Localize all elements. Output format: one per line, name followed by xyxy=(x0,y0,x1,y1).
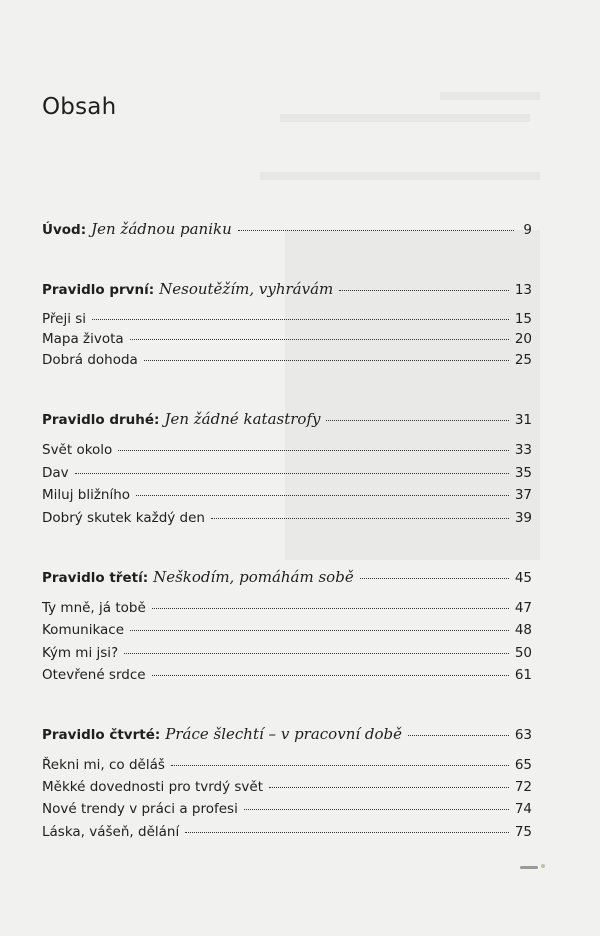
show-through-text xyxy=(280,114,530,122)
toc-item[interactable] xyxy=(42,600,532,620)
page-number: 65 xyxy=(514,757,532,773)
leader-dots xyxy=(75,472,509,474)
page-number: 47 xyxy=(514,600,532,616)
page-number: 61 xyxy=(514,667,532,683)
toc-item[interactable] xyxy=(42,622,532,642)
toc-item[interactable] xyxy=(42,352,532,372)
page-number: 13 xyxy=(514,282,532,298)
page-number: 37 xyxy=(514,487,532,503)
page-number: 48 xyxy=(514,622,532,638)
page-title: Obsah xyxy=(42,94,117,120)
page-number: 25 xyxy=(514,352,532,368)
toc-section-intro[interactable] xyxy=(42,220,532,240)
page-number: 50 xyxy=(514,645,532,661)
toc-item[interactable] xyxy=(42,442,532,462)
leader-dots xyxy=(238,229,514,231)
page-number: 72 xyxy=(514,779,532,795)
toc-section-label: Pravidlo třetí: Neškodím, pomáhám sobě xyxy=(42,568,354,586)
page-number: 45 xyxy=(514,570,532,586)
toc-section-label: Pravidlo čtvrté: Práce šlechtí – v pracovní době xyxy=(42,725,403,743)
toc-section-rule-3[interactable] xyxy=(42,568,532,588)
toc-section-label: Pravidlo první: Nesoutěžím, vyhrávám xyxy=(42,280,334,298)
toc-section-rule-2[interactable] xyxy=(42,410,532,430)
page-number: 33 xyxy=(514,442,532,458)
page-number: 15 xyxy=(514,311,532,327)
toc-section-rule-1[interactable] xyxy=(42,280,532,300)
toc-section-label: Pravidlo druhé: Jen žádné katastrofy xyxy=(42,410,321,428)
toc-item-label: Komunikace xyxy=(42,622,125,638)
page-number: 35 xyxy=(514,465,532,481)
leader-dots xyxy=(339,289,509,291)
leader-dots xyxy=(130,338,509,340)
toc-section-rule-4[interactable] xyxy=(42,725,532,745)
toc-item[interactable] xyxy=(42,331,532,351)
toc-item-label: Dav xyxy=(42,465,69,481)
page-mark-decoration xyxy=(541,864,545,868)
toc-item-label: Přeji si xyxy=(42,311,87,327)
toc-item-label: Dobrý skutek každý den xyxy=(42,510,205,526)
leader-dots xyxy=(244,808,509,810)
toc-item-label: Měkké dovednosti pro tvrdý svět xyxy=(42,779,264,795)
leader-dots xyxy=(211,517,509,519)
toc-item-label: Kým mi jsi? xyxy=(42,645,119,661)
page-number: 31 xyxy=(514,412,532,428)
toc-item[interactable] xyxy=(42,779,532,799)
leader-dots xyxy=(326,419,508,421)
toc-item-label: Otevřené srdce xyxy=(42,667,146,683)
toc-item-label: Svět okolo xyxy=(42,442,113,458)
page-number: 74 xyxy=(514,801,532,817)
toc-item-label: Ty mně, já tobě xyxy=(42,600,146,616)
toc-item[interactable] xyxy=(42,824,532,844)
toc-item[interactable] xyxy=(42,510,532,530)
page-mark-decoration xyxy=(520,866,538,869)
toc-item-label: Nové trendy v práci a profesi xyxy=(42,801,238,817)
page-number: 20 xyxy=(514,331,532,347)
leader-dots xyxy=(124,652,509,654)
page-number: 39 xyxy=(514,510,532,526)
toc-item-label: Mapa života xyxy=(42,331,124,347)
toc-item[interactable] xyxy=(42,801,532,821)
toc-item[interactable] xyxy=(42,465,532,485)
leader-dots xyxy=(118,449,508,451)
leader-dots xyxy=(171,764,509,766)
toc-item-label: Řekni mi, co děláš xyxy=(42,757,165,773)
leader-dots xyxy=(152,607,509,609)
toc-item[interactable] xyxy=(42,311,532,331)
leader-dots xyxy=(152,674,509,676)
leader-dots xyxy=(136,494,509,496)
page-number: 75 xyxy=(514,824,532,840)
leader-dots xyxy=(130,629,509,631)
leader-dots xyxy=(360,577,509,579)
page-number: 63 xyxy=(514,727,532,743)
show-through-text xyxy=(440,92,540,100)
leader-dots xyxy=(185,831,509,833)
leader-dots xyxy=(408,734,509,736)
toc-item[interactable] xyxy=(42,645,532,665)
leader-dots xyxy=(269,786,509,788)
page-number: 9 xyxy=(523,222,532,238)
toc-section-label: Úvod: Jen žádnou paniku xyxy=(42,220,232,238)
show-through-text xyxy=(260,172,540,180)
toc-item[interactable] xyxy=(42,667,532,687)
toc-item-label: Dobrá dohoda xyxy=(42,352,138,368)
toc-item-label: Miluj bližního xyxy=(42,487,131,503)
toc-item-label: Láska, vášeň, dělání xyxy=(42,824,180,840)
leader-dots xyxy=(144,359,509,361)
leader-dots xyxy=(92,318,509,320)
toc-item[interactable] xyxy=(42,757,532,777)
toc-item[interactable] xyxy=(42,487,532,507)
